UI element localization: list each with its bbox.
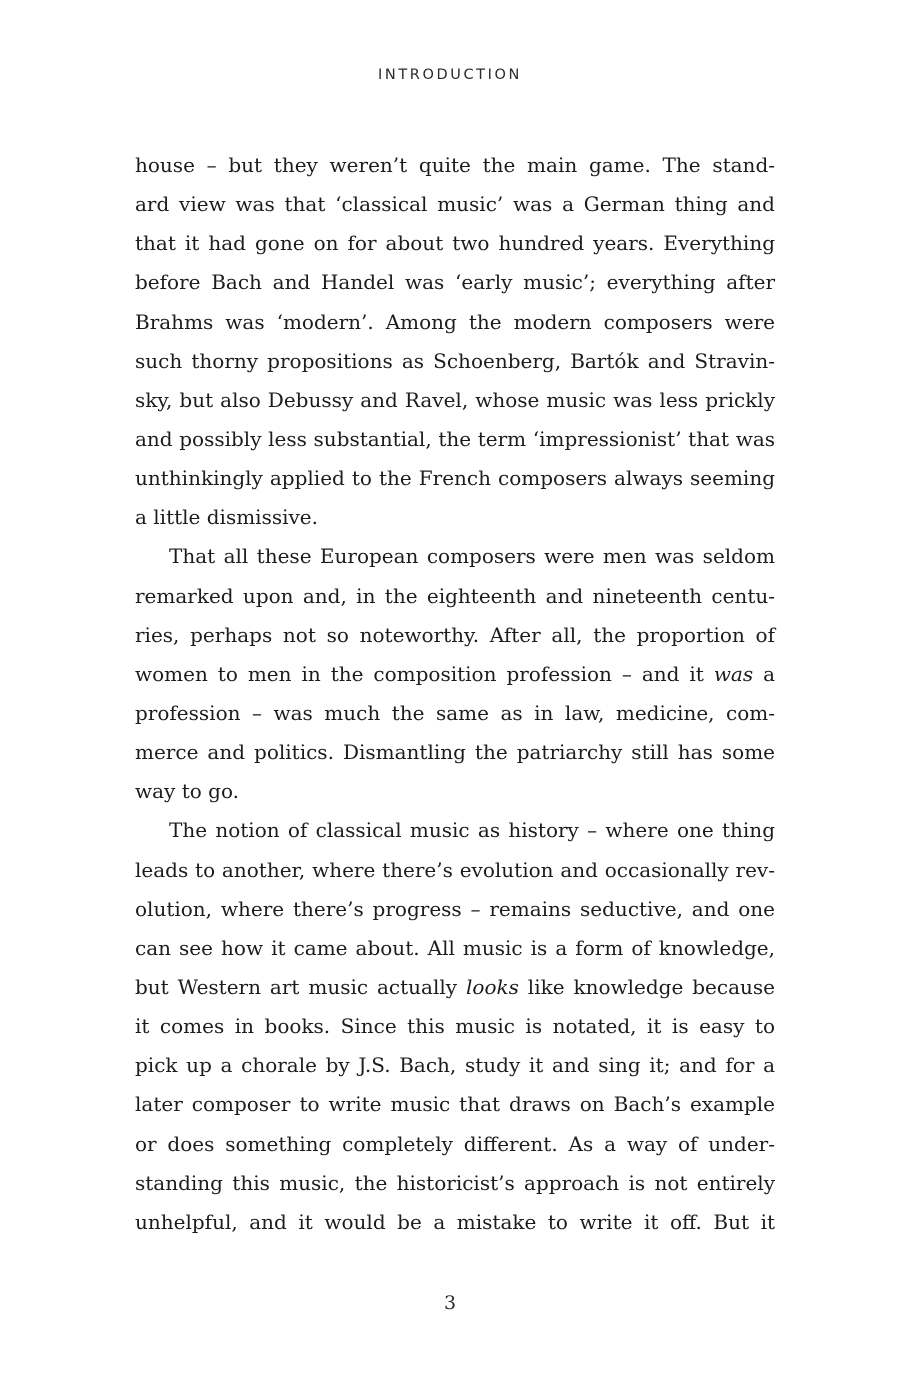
text-line: That all these European composers were men was seldom — [169, 544, 775, 569]
text-line: sky, but also Debussy and Ravel, whose music was less prickly — [135, 387, 775, 412]
text-line: such thorny propositions as Schoenberg, Bartók and Stravin- — [135, 348, 775, 373]
text-line: it comes in books. Since this music is notated, it is easy to — [135, 1014, 775, 1039]
text-line — [135, 968, 775, 1007]
text-line: way to go. — [135, 779, 239, 804]
text-line: olution, where there’s progress – remains seductive, and one — [135, 896, 775, 921]
emphasis-text: looks — [466, 974, 519, 999]
paragraph — [135, 811, 775, 1242]
text-line: remarked upon and, in the eighteenth and nineteenth centu- — [135, 583, 775, 608]
text-line: merce and politics. Dismantling the patriarchy still has some — [135, 740, 775, 765]
text-segment: women to men in the composition profession – and it — [135, 661, 714, 686]
paragraph — [135, 146, 775, 537]
text-line: pick up a chorale by J.S. Bach, study it and sing it; and for a — [135, 1053, 775, 1078]
text-line: and possibly less substantial, the term ‘impressionist’ that was — [135, 426, 775, 451]
page-number: 3 — [443, 1292, 457, 1314]
text-line: standing this music, the historicist’s approach is not entirely — [135, 1170, 775, 1195]
text-line: ries, perhaps not so noteworthy. After all, the proportion of — [135, 622, 775, 647]
text-line: unhelpful, and it would be a mistake to write it off. But it — [135, 1209, 775, 1234]
paragraph — [135, 537, 775, 811]
text-line: The notion of classical music as history – where one thing — [169, 818, 775, 843]
body-text — [135, 146, 775, 1242]
text-line: a little dismissive. — [135, 505, 318, 530]
text-line: house – but they weren’t quite the main game. The stand- — [135, 153, 775, 177]
emphasis-text: was — [713, 661, 754, 686]
text-line: can see how it came about. All music is a form of knowledge, — [135, 935, 775, 960]
text-line — [135, 655, 775, 694]
text-segment: a — [753, 661, 776, 686]
text-line: ard view was that ‘classical music’ was a German thing and — [135, 192, 775, 217]
text-segment: but Western art music actually — [135, 974, 466, 999]
text-line: profession – was much the same as in law, medicine, com- — [135, 700, 775, 725]
text-line: leads to another, where there’s evolution and occasionally rev- — [135, 857, 775, 882]
text-line: before Bach and Handel was ‘early music’; everything after — [135, 270, 775, 295]
text-line: unthinkingly applied to the French composers always seeming — [135, 466, 775, 491]
text-line: that it had gone on for about two hundred years. Everything — [135, 231, 775, 256]
text-line: Brahms was ‘modern’. Among the modern composers were — [135, 309, 775, 334]
text-segment: like knowledge because — [518, 974, 775, 999]
text-line: later composer to write music that draws on Bach’s example — [135, 1092, 775, 1117]
running-head: INTRODUCTION — [378, 67, 522, 83]
text-line: or does something completely different. As a way of under- — [135, 1131, 775, 1156]
